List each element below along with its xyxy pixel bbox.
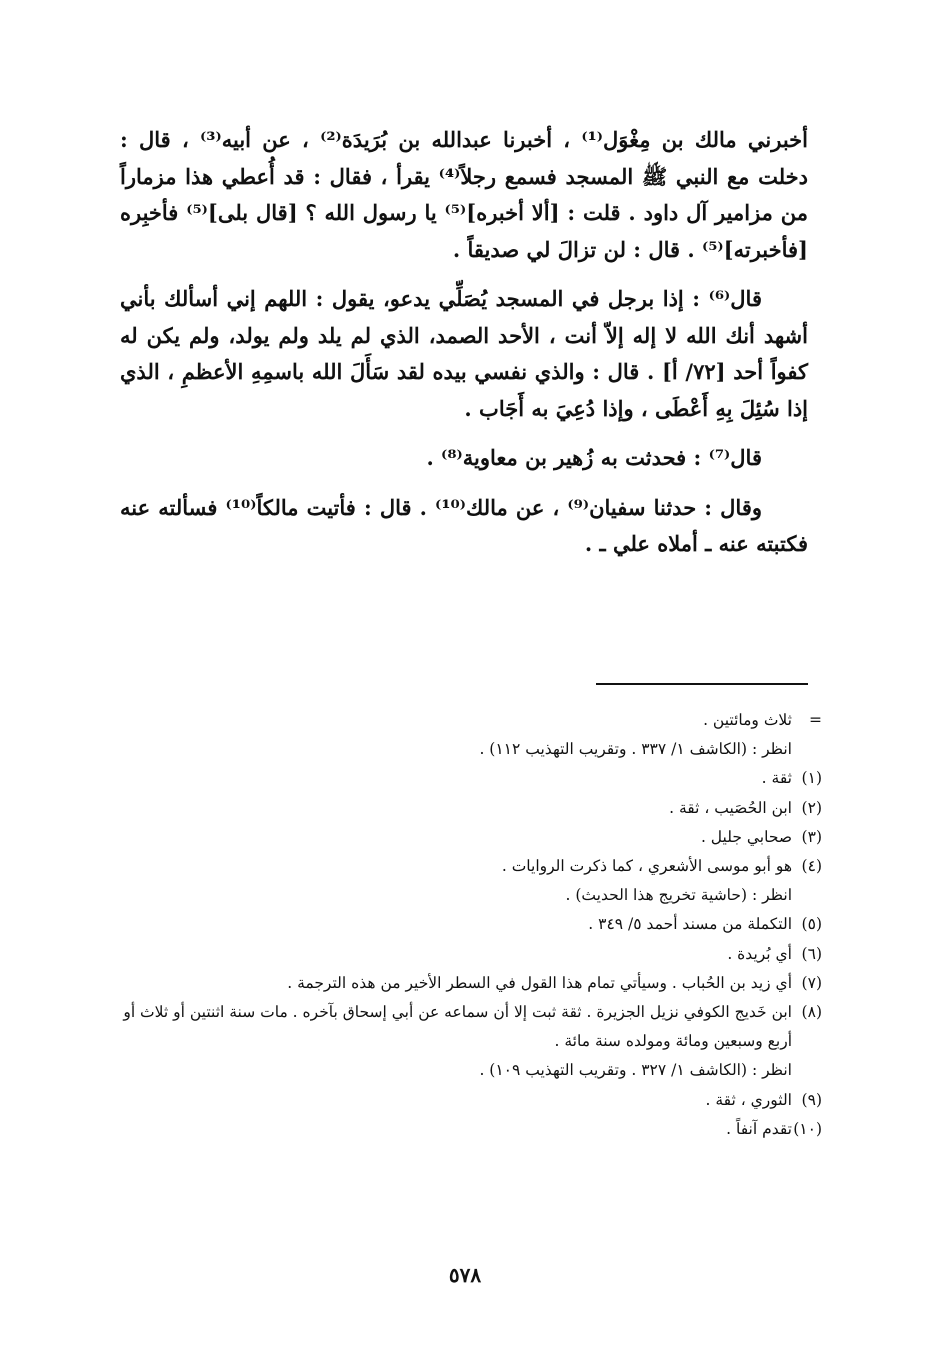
footnote-number: (٦)	[801, 944, 822, 963]
paragraph-narration-sufyan: وقال : حدثنا سفيان⁽⁹⁾ ، عن مالك⁽¹⁰⁾ . قال : فأتيت مالكاً⁽¹⁰⁾ فسألته عنه فكتبته عنه ـ أملاه علي ـ .	[120, 494, 808, 556]
footnote-9	[110, 1086, 822, 1115]
footnote-number: (٧)	[801, 973, 822, 992]
footnote-number: (٥)	[801, 915, 822, 934]
footnote-text: أي بُريدة .	[727, 944, 792, 963]
footnote-text: التكملة من مسند أحمد ٥/ ٣٤٩ .	[588, 915, 792, 934]
footnote-10	[110, 1115, 822, 1144]
footnote-5	[110, 910, 822, 939]
main-text	[120, 122, 808, 576]
footnote-1	[110, 764, 822, 793]
footnote-continuation	[110, 706, 822, 764]
paragraph-dua: قال⁽⁶⁾ : إذا برجل في المسجد يُصَلِّي يدعو، يقول : اللهم إني أسألك بأني أشهد أنك الله لا إله إلاّ أنت ، الأحد الصمد، الذي لم يلد ولم يولد، ولم يكن له كفواً أحد [٧٢/ أ] . قال : والذي نفسي بيده لقد سَأَلَ الله باسمِهِ الأعظمِ ، الذي إذا سُئِلَ بِهِ أَعْطَى ، وإذا دُعِيَ به أَجَاب .	[120, 286, 809, 421]
footnote-text: ثقة .	[761, 769, 792, 788]
footnote-number: (١٠)	[793, 1119, 822, 1138]
footnote-4	[110, 852, 822, 910]
footnote-reference: انظر : (الكاشف ١/ ٣٣٧ . وتقريب التهذيب ١١٢) .	[479, 740, 792, 759]
footnote-text: الثوري ، ثقة .	[705, 1090, 792, 1109]
footnote-marker: =	[809, 711, 822, 729]
footnote-number: (١)	[801, 769, 822, 788]
paragraph-narration-zuhair: قال⁽⁷⁾ : فحدثت به زُهير بن معاوية⁽⁸⁾ .	[426, 445, 762, 470]
footnote-number: (٩)	[801, 1090, 822, 1109]
footnote-number: (٨)	[801, 1003, 822, 1022]
footnote-text: هو أبو موسى الأشعري ، كما ذكرت الروايات .	[501, 857, 792, 876]
footnotes	[110, 706, 822, 1144]
footnote-7	[110, 969, 822, 998]
footnote-text: ثلاث ومائتين .	[703, 711, 792, 729]
footnote-8	[110, 998, 822, 1086]
page-number: ٥٧٨	[448, 1263, 482, 1287]
footnote-reference: انظر : (حاشية تخريج هذا الحديث) .	[565, 886, 792, 905]
footnote-text: ابن الحُصَيب ، ثقة .	[669, 798, 792, 817]
footnote-text: صحابي جليل .	[700, 827, 792, 846]
footnote-text: تقدم آنفاً .	[726, 1119, 792, 1138]
footnote-number: (٢)	[801, 798, 822, 817]
footnote-6	[110, 940, 822, 969]
footnote-divider	[596, 683, 808, 685]
footnote-number: (٤)	[801, 857, 822, 876]
footnote-number: (٣)	[801, 827, 822, 846]
footnote-text: أي زيد بن الحُباب . وسيأتي تمام هذا القول في السطر الأخير من هذه الترجمة .	[287, 973, 792, 992]
footnote-3	[110, 823, 822, 852]
footnote-2	[110, 794, 822, 823]
footnote-reference: انظر : (الكاشف ١/ ٣٢٧ . وتقريب التهذيب ١٠٩) .	[479, 1061, 792, 1080]
paragraph-hadith-intro: أخبرني مالك بن مِغْوَل⁽¹⁾ ، أخبرنا عبدالله بن بُرَيدَة⁽²⁾ ، عن أبيه⁽³⁾ ، قال : دخلت مع النبي ﷺ المسجد فسمع رجلاً⁽⁴⁾ يقرأ ، فقال : قد أُعطي هذا مزماراً من مزامير آل داود . قلت : [ألا أخبره]⁽⁵⁾ يا رسول الله ؟ [قال بلى]⁽⁵⁾ فأخبِره [فأخبرته]⁽⁵⁾ . قال : لن تزالَ لي صديقاً .	[120, 127, 808, 262]
footnote-text: ابن خَديج الكوفي نزيل الجزيرة . ثقة ثبت إلا أن سماعه عن أبي إسحاق بآخره . مات سنة اثنتين أو ثلاث أو أربع وسبعين ومائة ومولده سنة مائة .	[123, 1003, 792, 1051]
